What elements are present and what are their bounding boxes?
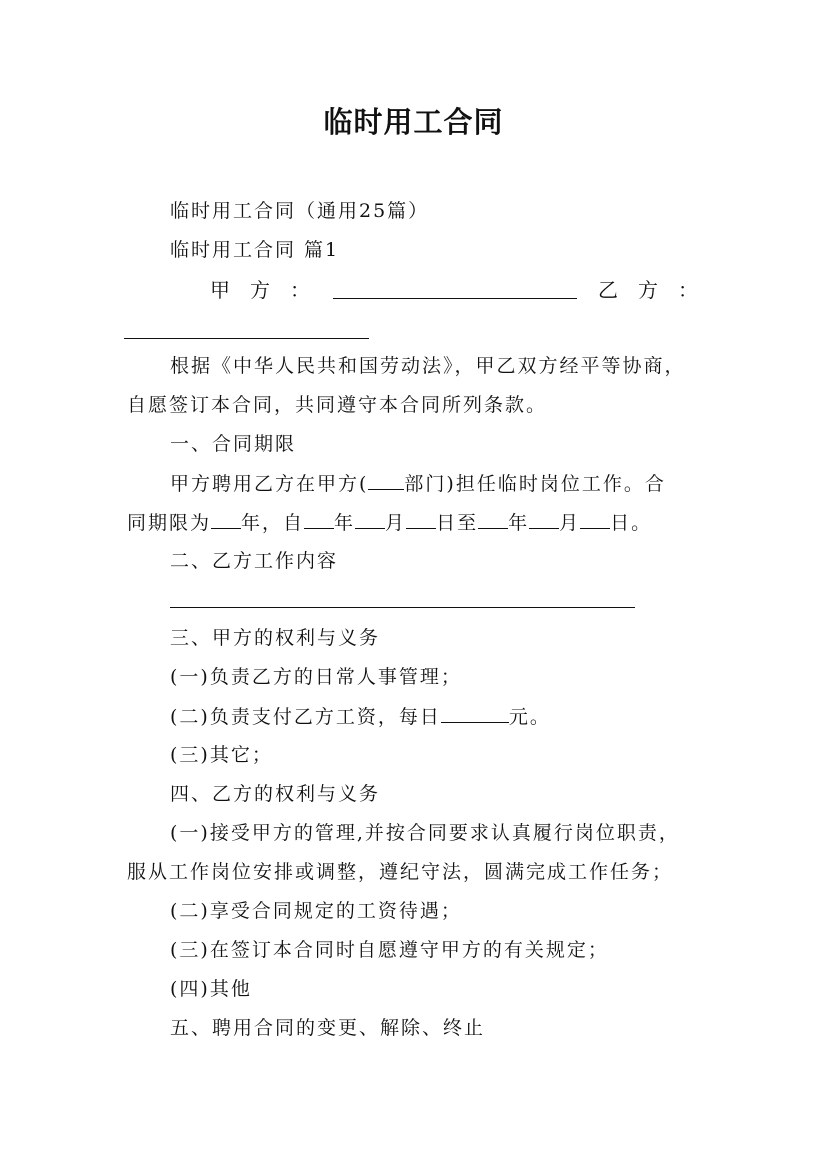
- s1-year-text: 年: [334, 512, 356, 534]
- s1-end-day-text: 日。: [610, 512, 653, 534]
- s1-text-b: 部门)担任临时岗位工作。合: [404, 473, 666, 495]
- party-b-label: 乙 方 ：: [598, 278, 698, 302]
- section-3-item-3: (三)其它；: [170, 744, 273, 766]
- section-4-item-2: (二)享受合同规定的工资待遇；: [170, 900, 462, 922]
- department-blank: [368, 471, 404, 490]
- section-2-heading: 二、乙方工作内容: [170, 550, 339, 572]
- section-4-heading: 四、乙方的权利与义务: [170, 783, 381, 805]
- document-title: 临时用工合同: [323, 105, 504, 139]
- s1-term-text: 同期限为: [127, 512, 212, 534]
- section-4-item-1-line-1: (一)接受甲方的管理,并按合同要求认真履行岗位职责，: [170, 822, 680, 844]
- section-3-heading: 三、甲方的权利与义务: [170, 627, 381, 649]
- section-heading: 临时用工合同 篇1: [170, 239, 340, 261]
- s1-text-a: 甲方聘用乙方在甲方(: [170, 473, 369, 495]
- s3-item2-text: (二)负责支付乙方工资，每日: [170, 706, 441, 728]
- s1-month-text: 月: [385, 512, 407, 534]
- start-year-blank: [304, 510, 334, 529]
- start-month-blank: [355, 510, 385, 529]
- work-content-blank: [170, 607, 635, 608]
- section-3-item-1: (一)负责乙方的日常人事管理；: [170, 666, 462, 688]
- end-year-blank: [478, 510, 508, 529]
- section-1-line-2: [127, 510, 652, 535]
- section-5-heading: 五、聘用合同的变更、解除、终止: [170, 1017, 486, 1039]
- section-1-line-1: [170, 471, 666, 496]
- s1-end-month-text: 月: [559, 512, 581, 534]
- section-4-item-4: (四)其他: [170, 978, 252, 1000]
- end-month-blank: [529, 510, 559, 529]
- section-3-item-2: [170, 704, 551, 729]
- end-day-blank: [580, 510, 610, 529]
- section-4-item-3: (三)在签订本合同时自愿遵守甲方的有关规定；: [170, 939, 609, 961]
- document-subtitle: 临时用工合同（通用25篇）: [170, 200, 430, 222]
- party-a-label: 甲 方 ：: [210, 278, 310, 302]
- section-1-heading: 一、合同期限: [170, 433, 297, 455]
- intro-line-2: 自愿签订本合同，共同遵守本合同所列条款。: [127, 394, 548, 416]
- intro-line-1: 根据《中华人民共和国劳动法》，甲乙双方经平等协商，: [170, 355, 686, 377]
- s1-end-year-text: 年: [508, 512, 530, 534]
- party-b-blank: [124, 338, 369, 339]
- section-4-item-1-line-2: 服从工作岗位安排或调整，遵纪守法，圆满完成工作任务；: [127, 861, 674, 883]
- start-day-blank: [406, 510, 436, 529]
- party-a-blank: [333, 298, 577, 299]
- s3-item2-unit: 元。: [508, 706, 551, 728]
- s1-to-text: 日至: [436, 512, 479, 534]
- years-blank: [211, 510, 241, 529]
- daily-wage-blank: [441, 704, 509, 723]
- s1-from-text: 年，自: [241, 512, 305, 534]
